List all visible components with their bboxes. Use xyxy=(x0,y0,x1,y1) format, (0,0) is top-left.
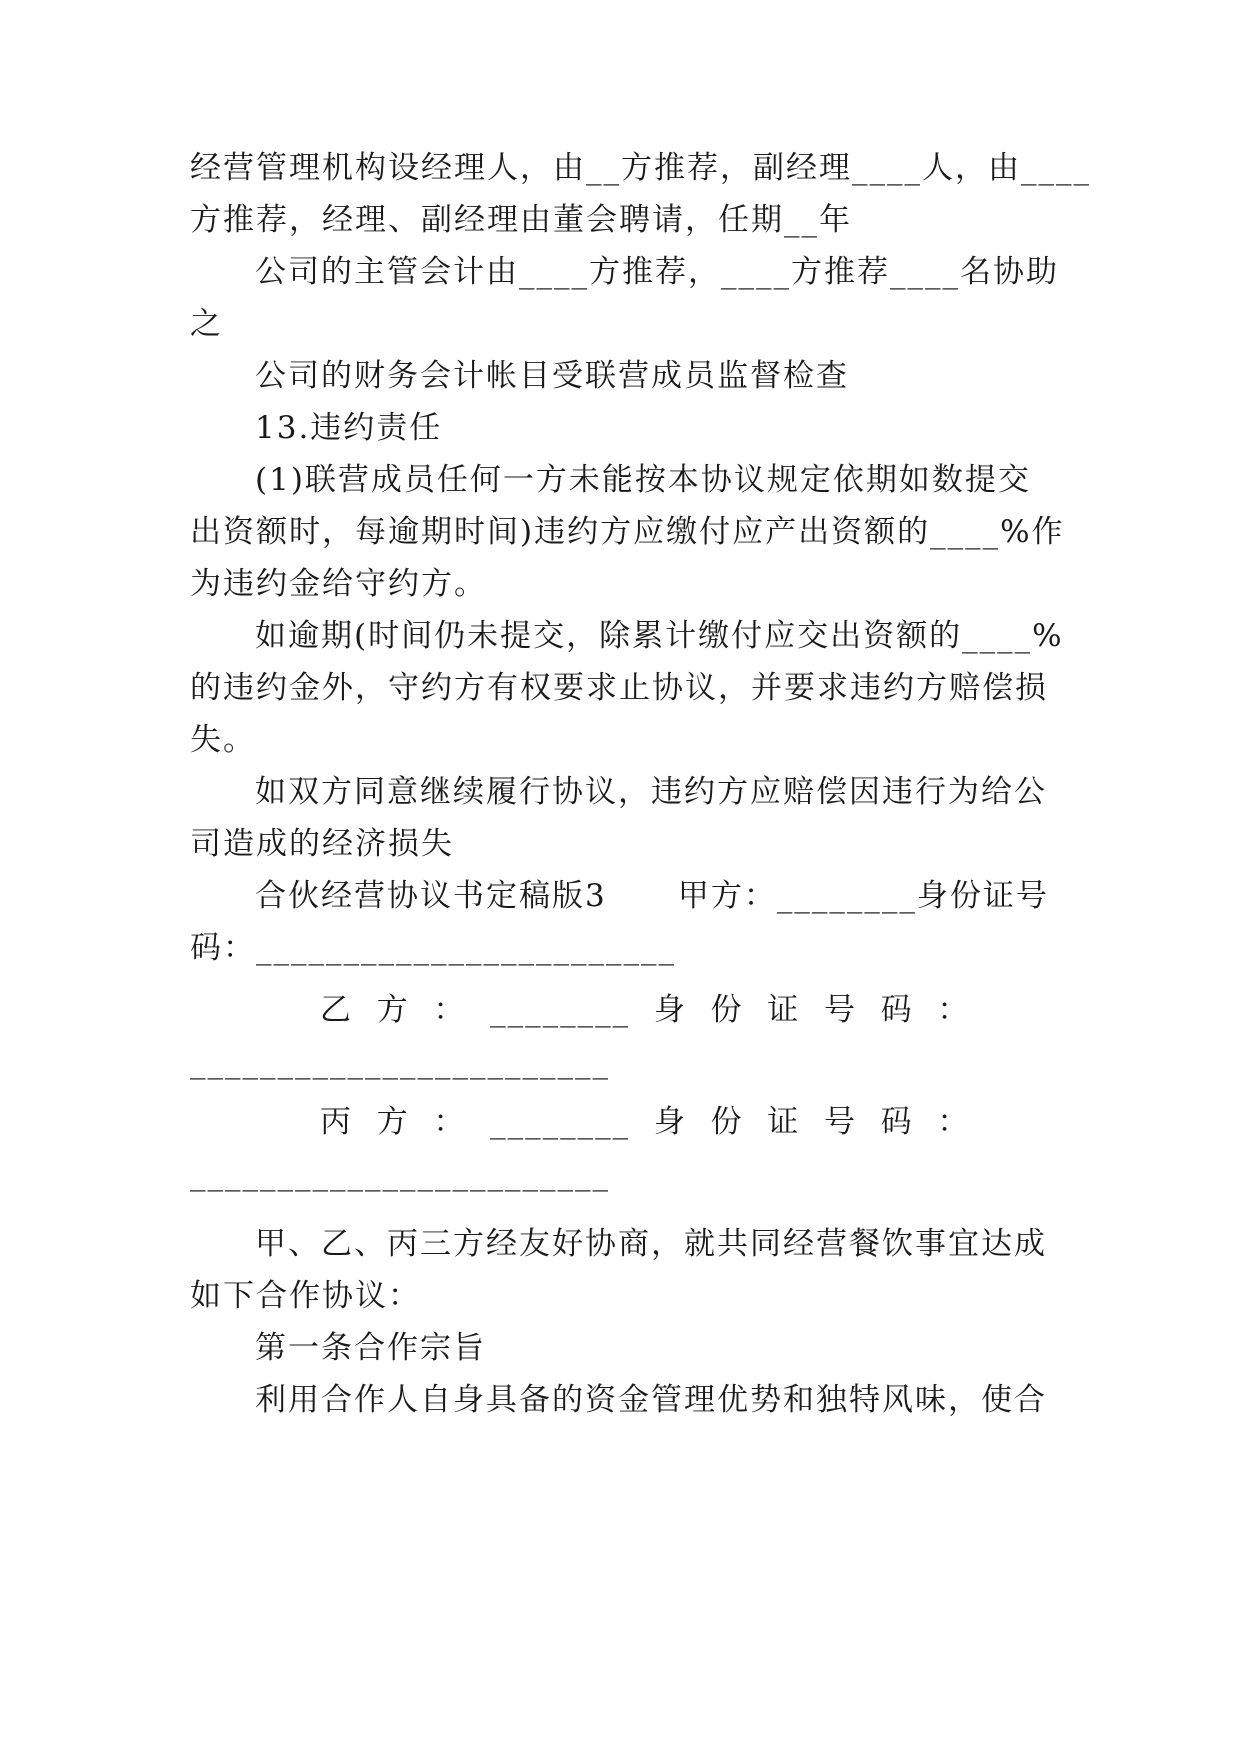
id-blank-line: ________________________ xyxy=(190,1044,610,1080)
text-line: (1)联营成员任何一方未能按本协议规定依期如数提交 xyxy=(255,462,1031,498)
text-line: 如双方同意继续履行协议，违约方应赔偿因违行为给公 xyxy=(255,774,1047,810)
text-line: 的违约金外，守约方有权要求止协议，并要求违约方赔偿损 xyxy=(190,670,1048,706)
party-b-line: 乙 方 ： ________ 身 份 证 号 码 ： xyxy=(320,992,971,1028)
text-line: 方推荐，经理、副经理由董会聘请，任期__年 xyxy=(190,202,852,238)
text-line: 公司的主管会计由____方推荐，____方推荐____名协助 xyxy=(255,254,1059,290)
text-line: 码：________________________ xyxy=(190,930,676,966)
text-line: 司造成的经济损失 xyxy=(190,826,454,862)
text-line: 出资额时，每逾期时间)违约方应缴付应产出资额的____%作 xyxy=(190,514,1065,550)
text-line: 失。 xyxy=(190,722,256,758)
id-blank-line: ________________________ xyxy=(190,1156,610,1192)
text-line: 如逾期(时间仍未提交，除累计缴付应交出资额的____% xyxy=(255,618,1064,654)
party-c-line: 丙 方 ： ________ 身 份 证 号 码 ： xyxy=(320,1104,971,1140)
text-line: 合伙经营协议书定稿版3 甲方：________身份证号 xyxy=(255,878,1049,914)
article-heading: 第一条合作宗旨 xyxy=(255,1330,486,1366)
text-line: 如下合作协议： xyxy=(190,1278,421,1314)
text-line: 公司的财务会计帐目受联营成员监督检查 xyxy=(255,358,849,394)
text-line: 利用合作人自身具备的资金管理优势和独特风味，使合 xyxy=(255,1382,1047,1418)
section-heading: 13.违约责任 xyxy=(255,410,443,446)
text-line: 之 xyxy=(190,306,223,342)
text-line: 经营管理机构设经理人，由__方推荐，副经理____人，由____ xyxy=(190,150,1091,186)
text-line: 甲、乙、丙三方经友好协商，就共同经营餐饮事宜达成 xyxy=(255,1226,1047,1262)
text-line: 为违约金给守约方。 xyxy=(190,566,487,602)
